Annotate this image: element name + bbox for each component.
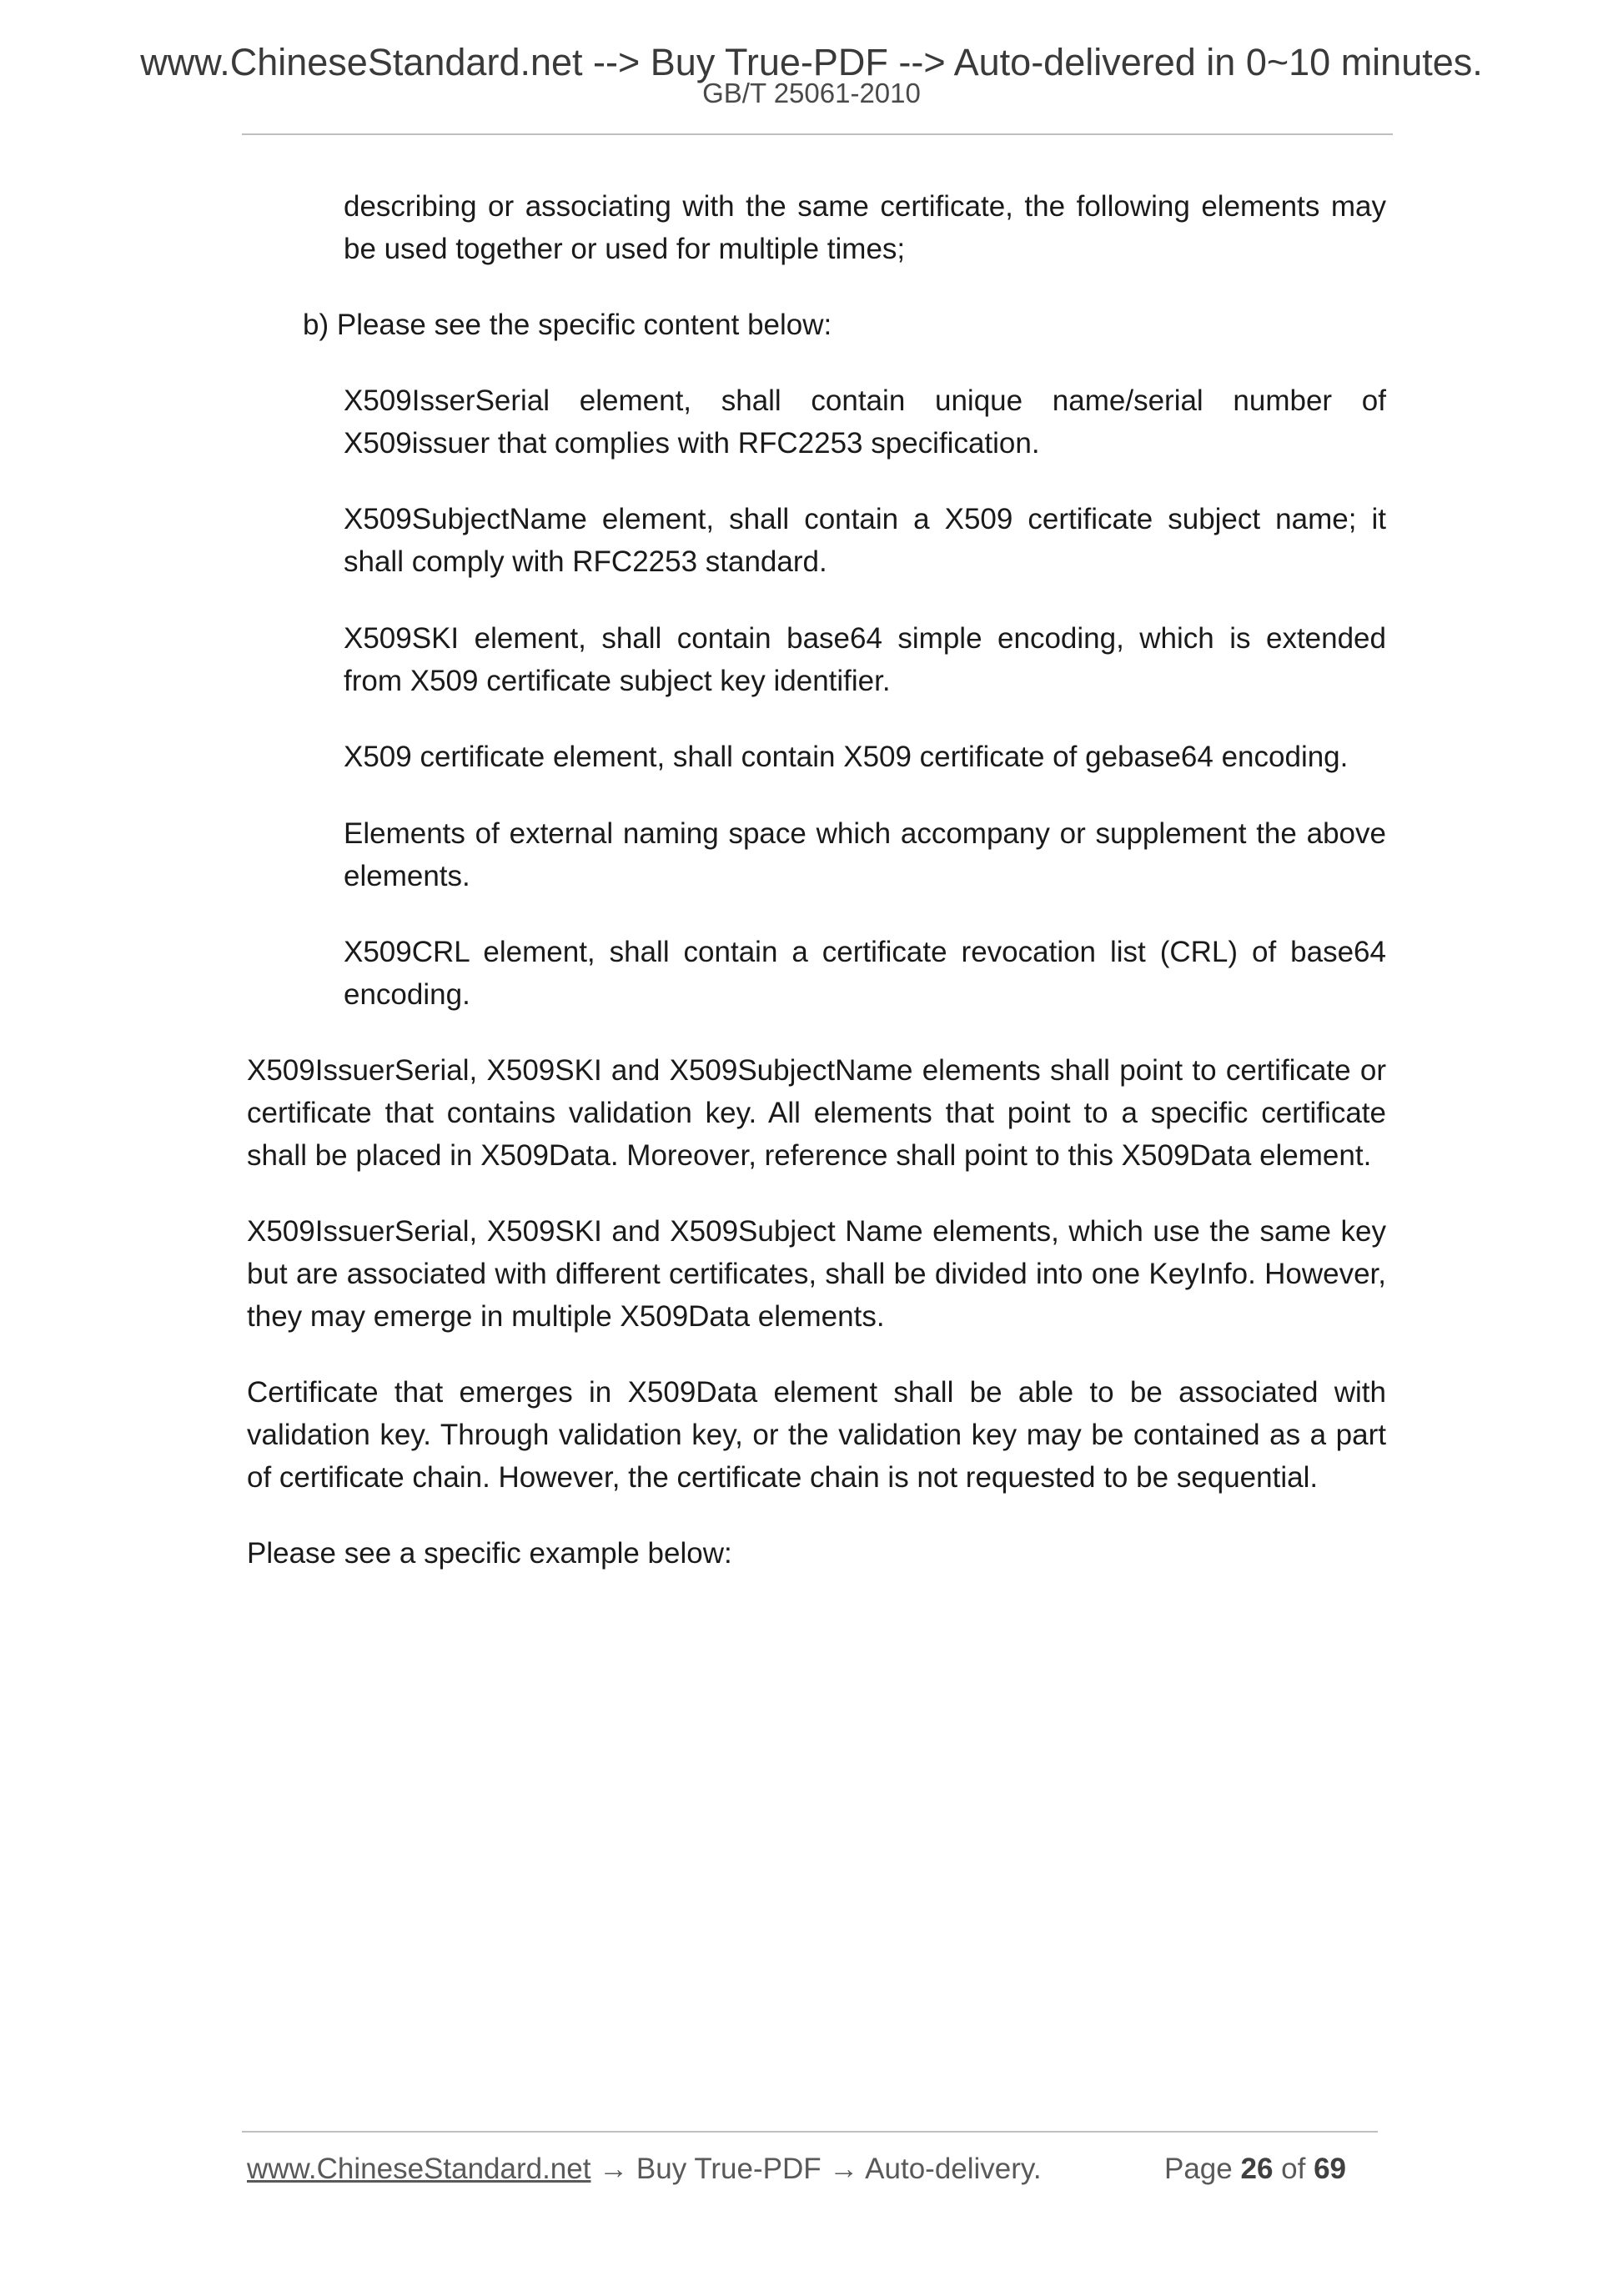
header-divider bbox=[242, 133, 1393, 135]
paragraph-x509issuerserial: X509IsserSerial element, shall contain unique name/serial number of X509issuer that complies with RFC2253 specification. bbox=[344, 384, 1386, 460]
document-code: GB/T 25061-2010 bbox=[702, 78, 921, 108]
paragraph-x509-certificate: X509 certificate element, shall contain X509 certificate of gebase64 encoding. bbox=[344, 741, 1349, 773]
of-label: of bbox=[1281, 2153, 1306, 2185]
list-item-b: b) Please see the specific content below: bbox=[303, 309, 832, 341]
footer-tagline: → Buy True-PDF → Auto-delivery. bbox=[590, 2153, 1042, 2185]
site-banner: www.ChineseStandard.net --> Buy True-PDF --> Auto-delivered in 0~10 minutes. bbox=[140, 41, 1483, 83]
paragraph-external-namespace: Elements of external naming space which accompany or supplement the above elements. bbox=[344, 817, 1386, 892]
paragraph-certificate-chain: Certificate that emerges in X509Data element shall be able to be associated with validation key. Through validation key, or the validation key may be contained as a part of certificate chain. However, the certificate chain is not requested to be sequential. bbox=[247, 1376, 1386, 1494]
paragraph-x509crl: X509CRL element, shall contain a certificate revocation list (CRL) of base64 encoding. bbox=[344, 936, 1386, 1011]
footer-promo bbox=[247, 2151, 1042, 2188]
footer-site-link[interactable]: www.ChineseStandard.net bbox=[247, 2153, 591, 2185]
current-page-number: 26 bbox=[1240, 2153, 1274, 2185]
page-indicator bbox=[1164, 2151, 1346, 2188]
page-label: Page bbox=[1164, 2153, 1233, 2185]
total-pages: 69 bbox=[1314, 2153, 1347, 2185]
paragraph-intro-continuation: describing or associating with the same certificate, the following elements may be used together or used for multiple times; bbox=[344, 190, 1386, 265]
paragraph-same-key: X509IssuerSerial, X509SKI and X509Subject Name elements, which use the same key but are associated with different certificates, shall be divided into one KeyInfo. However, they may emerge in multiple X509Data elements. bbox=[247, 1215, 1386, 1333]
paragraph-x509subjectname: X509SubjectName element, shall contain a X509 certificate subject name; it shall comply with RFC2253 standard. bbox=[344, 503, 1386, 578]
paragraph-point-to-certificate: X509IssuerSerial, X509SKI and X509SubjectName elements shall point to certificate or certificate that contains validation key. All elements that point to a specific certificate shall be placed in X509Data. Moreover, reference shall point to this X509Data element. bbox=[247, 1054, 1386, 1172]
paragraph-example-intro: Please see a specific example below: bbox=[247, 1537, 732, 1570]
paragraph-x509ski: X509SKI element, shall contain base64 simple encoding, which is extended from X509 certificate subject key identifier. bbox=[344, 622, 1386, 697]
footer-divider bbox=[242, 2131, 1378, 2133]
